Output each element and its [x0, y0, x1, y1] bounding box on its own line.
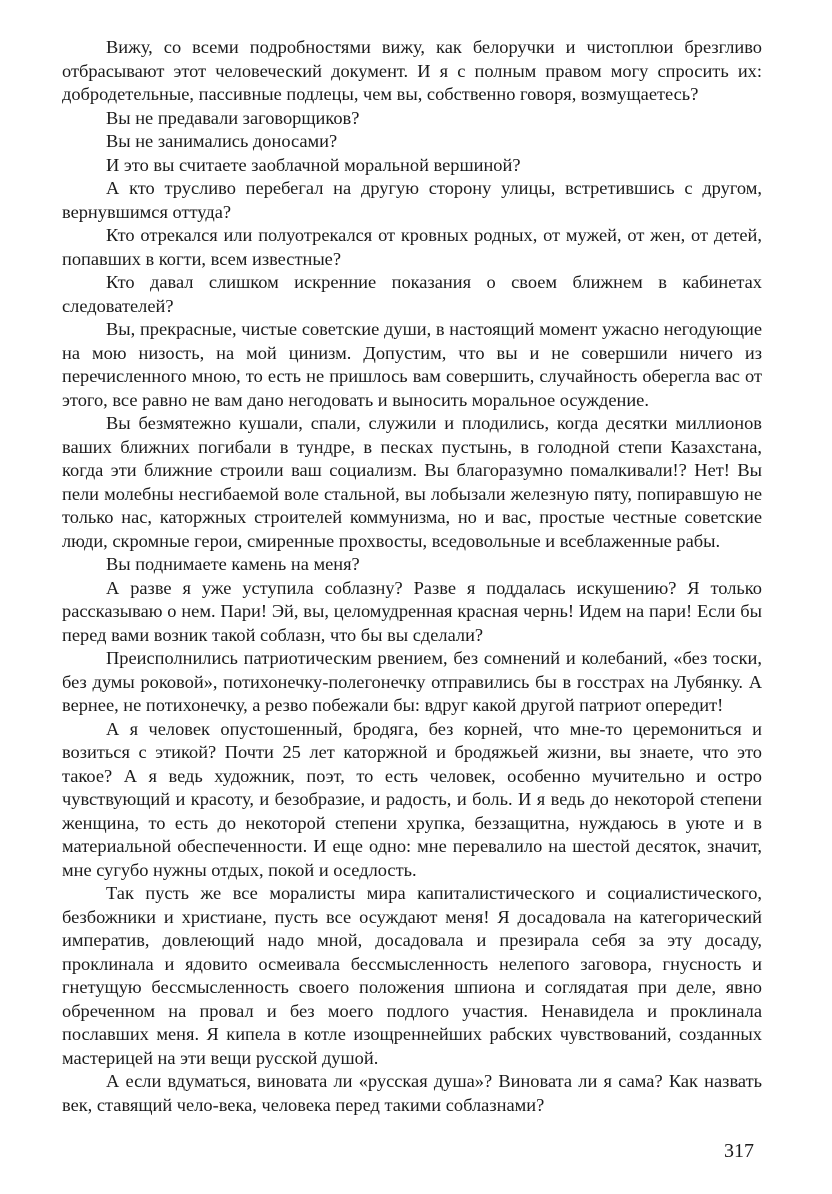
paragraph: Вы не занимались доносами?: [106, 131, 338, 151]
paragraph: Вы поднимаете камень на меня?: [106, 554, 360, 574]
paragraph: Вы, прекрасные, чистые советские души, в настоящий момент ужасно негодующие на мою низость, на мой цинизм. Допустим, что вы и не совершили ничего из перечисленного мною, то есть не пришлось вам совершить, случайность оберегла вас от этого, все равно не вам дано негодовать и выносить моральное осуждение.: [62, 319, 762, 410]
paragraph: Вы безмятежно кушали, спали, служили и плодились, когда десятки миллионов ваших ближних погибали в тундре, в песках пустынь, в голодной степи Казахстана, когда эти ближние строили ваш социализм. Вы благоразумно помалкивали!? Нет! Вы пели молебны несгибаемой воле стальной, вы лобызали железную пяту, попиравшую не только нас, каторжных строителей коммунизма, но и вас, простые честные советские люди, скромные герои, смиренные прохвосты, вседовольные и всеблаженные рабы.: [62, 413, 762, 551]
paragraph: Вижу, со всеми подробностями вижу, как белоручки и чистоплюи брезгливо отбрасывают этот человеческий документ. И я с полным правом могу спросить их: добродетельные, пассивные подлецы, чем вы, собственно говоря, возмущаетесь?: [62, 37, 762, 104]
paragraph: А если вдуматься, виновата ли «русская душа»? Виновата ли я сама? Как назвать век, ставящий чело-века, человека перед такими соблазнами?: [62, 1071, 762, 1115]
page-number: 317: [724, 1140, 754, 1162]
paragraph: А кто трусливо перебегал на другую сторону улицы, встретившись с другом, вернувшимся оттуда?: [62, 178, 762, 222]
paragraph: А разве я уже уступила соблазну? Разве я поддалась искушению? Я только рассказываю о нем. Пари! Эй, вы, целомудренная красная чернь! Идем на пари! Если бы перед вами возник такой соблазн, что бы вы сделали?: [62, 577, 762, 645]
paragraph: Преисполнились патриотическим рвением, без сомнений и колебаний, «без тоски, без думы роковой», потихонечку-полегонечку отправились бы в госстрах на Лубянку. А вернее, не потихонечку, а резво побежали бы: вдруг какой другой патриот опередит!: [62, 648, 762, 715]
paragraph: Кто давал слишком искренние показания о своем ближнем в кабинетах следователей?: [62, 272, 762, 316]
paragraph: Так пусть же все моралисты мира капиталистического и социалистического, безбожники и христиане, пусть все осуждают меня! Я досадовала на категорический императив, довлеющий надо мной, досадовала и презирала себя за эту досаду, проклинала и ядовито осмеивала бессмысленность нелепого заговора, гнусность и гнетущую бессмысленность своего положения шпиона и соглядатая при деле, явно обреченном на провал и без моего подлого участия. Ненавидела и проклинала пославших меня. Я кипела в котле изощреннейших рабских чувствований, созданных мастерицей на эти вещи русской душой.: [62, 883, 762, 1068]
paragraph: Вы не предавали заговорщиков?: [106, 107, 360, 128]
paragraph: Кто отрекался или полуотрекался от кровных родных, от мужей, от жен, от детей, попавших в когти, всем известные?: [62, 225, 762, 269]
paragraph: И это вы считаете заоблачной моральной вершиной?: [106, 154, 521, 175]
page-body: [62, 36, 762, 1117]
paragraph: А я человек опустошенный, бродяга, без корней, что мне-то церемониться и возиться с этикой? Почти 25 лет каторжной и бродяжьей жизни, вы знаете, что это такое? А я ведь художник, поэт, то есть человек, особенно мучительно и остро чувствующий и красоту, и безобразие, и радость, и боль. И я ведь до некоторой степени женщина, то есть до некоторой степени хрупка, беззащитна, нуждаюсь в уюте и в материальной обеспеченности. И еще одно: мне перевалило на шестой десяток, значит, мне сугубо нужны отдых, покой и оседлость.: [62, 718, 762, 880]
